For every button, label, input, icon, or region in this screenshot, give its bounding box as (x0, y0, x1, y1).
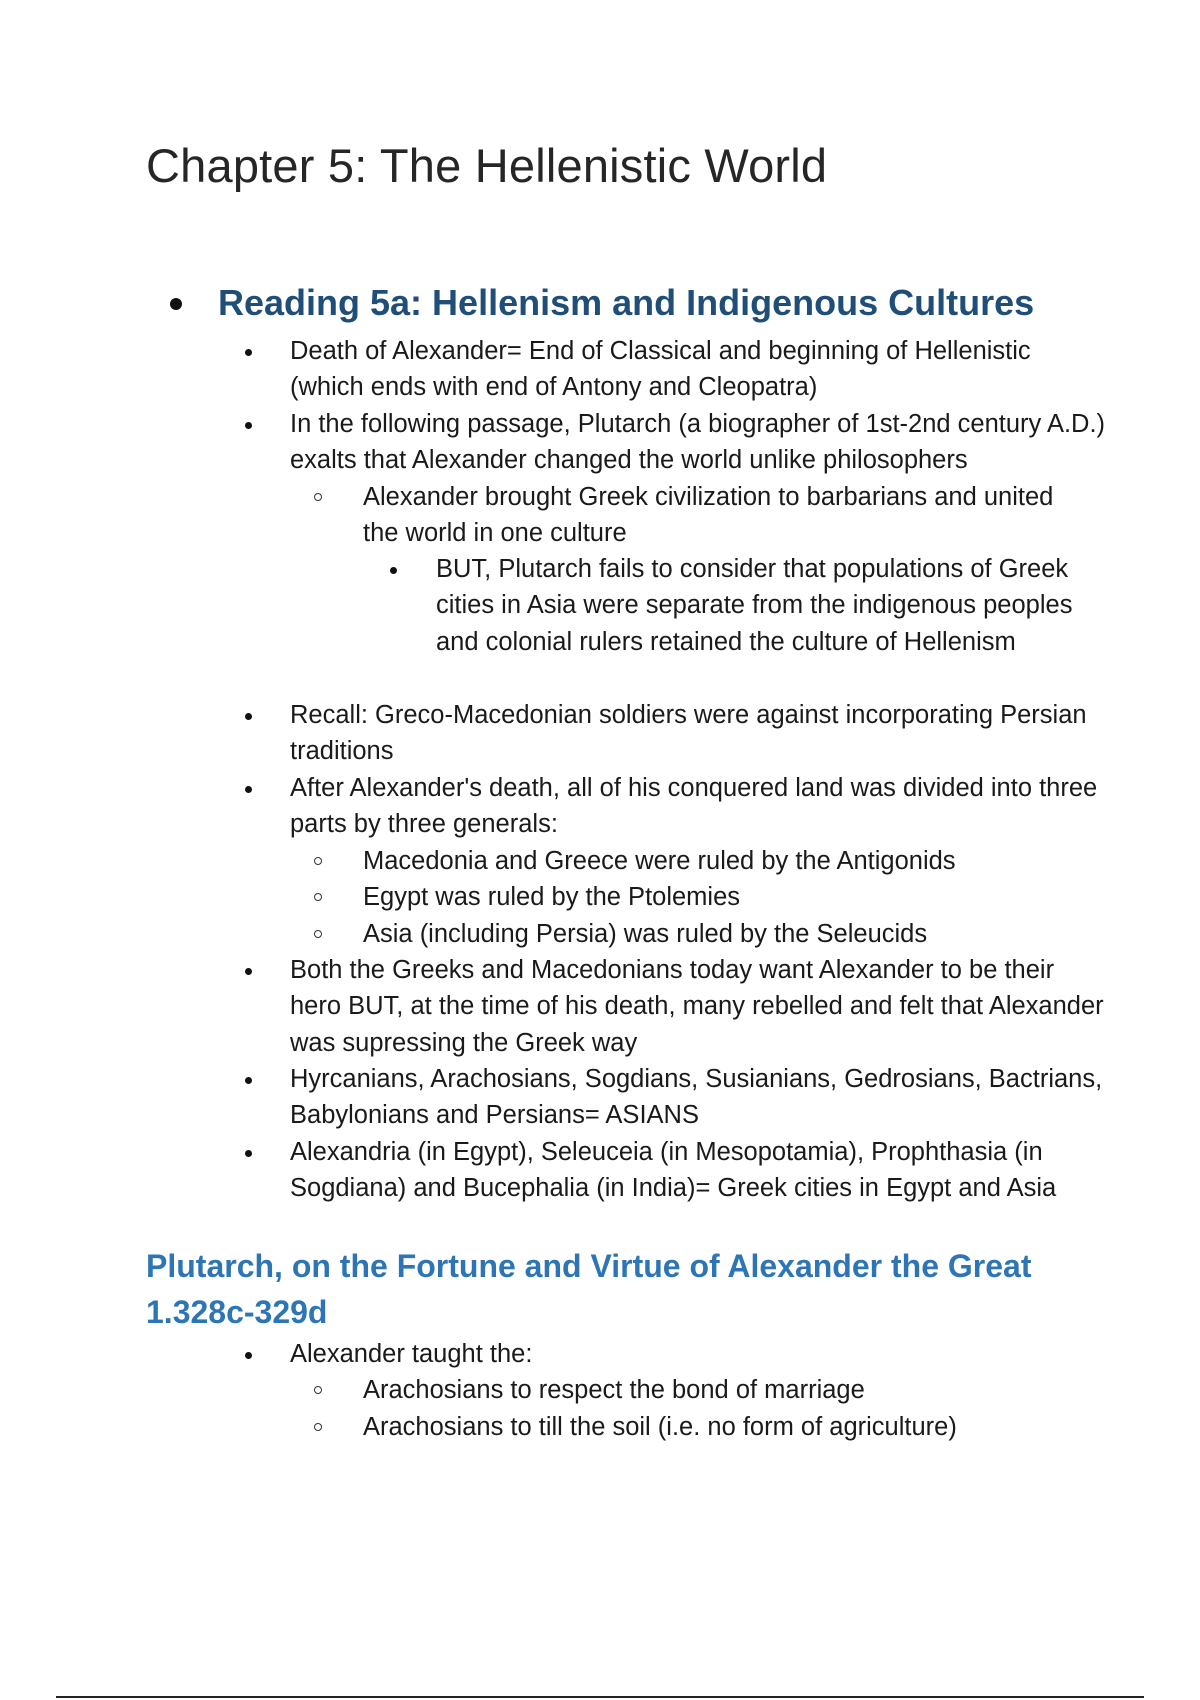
list-item: Alexander brought Greek civilization to barbarians and united the world in one culture (363, 483, 1054, 548)
list-item: Alexandria (in Egypt), Seleuceia (in Mesopotamia), Prophthasia (in Sogdiana) and Bucephalia (in India)= Greek cities in Egypt and Asia (290, 1138, 1057, 1203)
list-item: Asia (including Persia) was ruled by the Seleucids (363, 920, 928, 948)
list-item: Hyrcanians, Arachosians, Sogdians, Susianians, Gedrosians, Bactrians, Babylonians and Persians= ASIANS (290, 1065, 1103, 1130)
bullet-icon (245, 1352, 252, 1359)
circle-bullet-icon (314, 857, 322, 865)
list-item: Egypt was ruled by the Ptolemies (363, 883, 741, 911)
list-item: Both the Greeks and Macedonians today want Alexander to be their hero BUT, at the time of his death, many rebelled and felt that Alexander was supressing the Greek way (290, 956, 1104, 1057)
bullet-icon (390, 567, 397, 574)
circle-bullet-icon (314, 893, 322, 901)
circle-bullet-icon (314, 1386, 322, 1394)
list-item: BUT, Plutarch fails to consider that populations of Greek cities in Asia were separate from the indigenous peoples and colonial rulers retained the culture of Hellenism (436, 555, 1073, 656)
section-heading-reading-5a: Reading 5a: Hellenism and Indigenous Cultures (218, 282, 1035, 323)
heading-bullet (170, 298, 182, 310)
circle-bullet-icon (314, 493, 322, 501)
bullet-icon (245, 422, 252, 429)
list-item: Arachosians to respect the bond of marriage (363, 1376, 865, 1404)
bullet-icon (245, 968, 252, 975)
bullet-icon (245, 1077, 252, 1084)
list-item: After Alexander's death, all of his conquered land was divided into three parts by three generals: (290, 774, 1098, 839)
circle-bullet-icon (314, 930, 322, 938)
list-item: Alexander taught the: (290, 1340, 533, 1368)
bullet-icon (245, 349, 252, 356)
bullet-icon (245, 1150, 252, 1157)
list-item: Death of Alexander= End of Classical and beginning of Hellenistic (which ends with end of Antony and Cleopatra) (290, 337, 1031, 402)
list-item: Recall: Greco-Macedonian soldiers were against incorporating Persian traditions (290, 701, 1087, 766)
list-item: Arachosians to till the soil (i.e. no form of agriculture) (363, 1413, 957, 1441)
section-heading-plutarch: Plutarch, on the Fortune and Virtue of Alexander the Great 1.328c-329d (146, 1248, 1032, 1330)
list-item: In the following passage, Plutarch (a biographer of 1st-2nd century A.D.) exalts that Alexander changed the world unlike philosophers (290, 410, 1106, 475)
circle-bullet-icon (314, 1423, 322, 1431)
page-divider (56, 1696, 1144, 1698)
page-title: Chapter 5: The Hellenistic World (146, 139, 828, 192)
bullet-icon (245, 713, 252, 720)
bullet-icon (245, 786, 252, 793)
list-item: Macedonia and Greece were ruled by the Antigonids (363, 847, 956, 875)
